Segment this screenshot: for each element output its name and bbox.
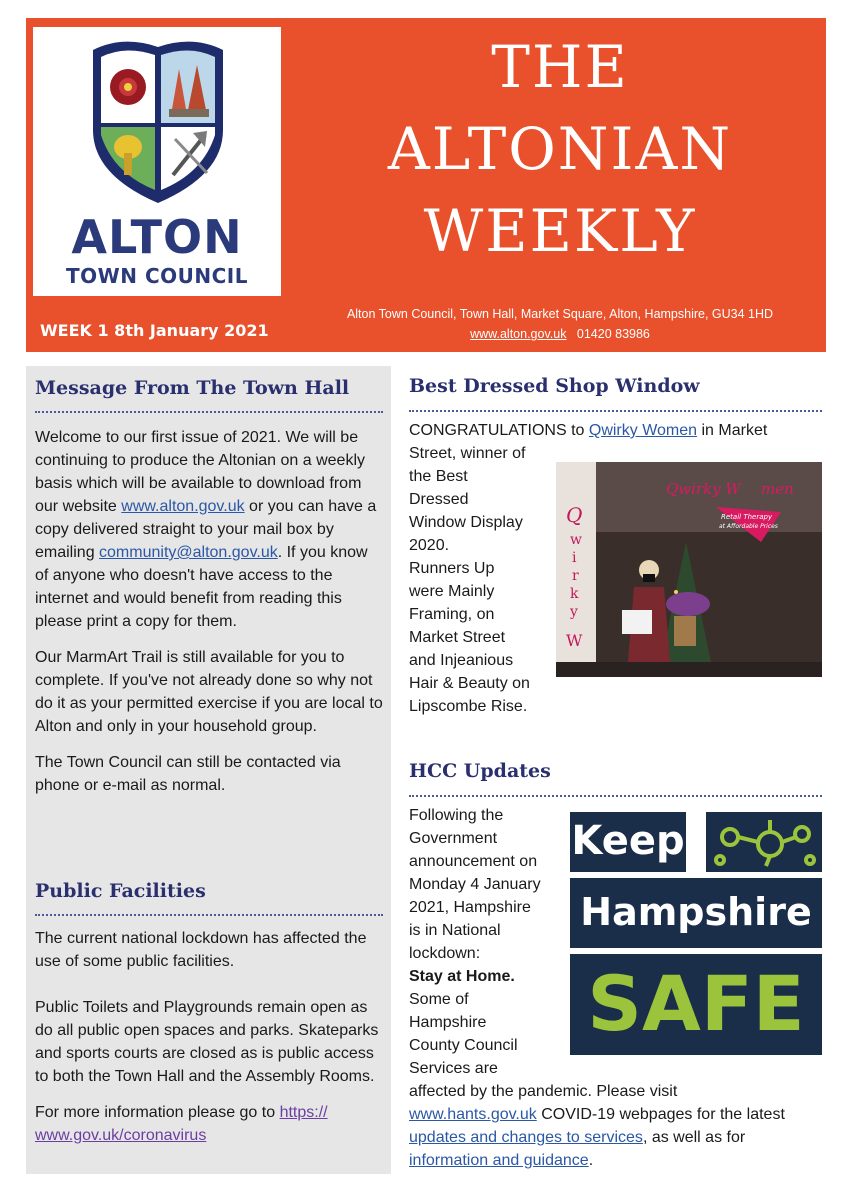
svg-text:r: r (572, 568, 579, 584)
message-body (35, 426, 383, 797)
svg-text:k: k (570, 586, 579, 602)
shop-window-photo (556, 462, 822, 677)
hcc-body: Following the Government announcement on Monday 4 January 2021, Hampshire is in National lockdown: Stay at Home. Some of Hampshire County Council Services are (409, 804, 569, 1080)
coronavirus-link-continued[interactable]: www.gov.uk/coronavirus (35, 1127, 207, 1144)
divider (409, 410, 822, 412)
title-line-2: ALTONIAN (387, 115, 733, 183)
badge-hampshire-text: Hampshire (580, 890, 812, 934)
shop-intro: CONGRATULATIONS to Qwirky Women in Market (409, 422, 768, 439)
stay-at-home-text: Stay at Home. (409, 968, 515, 985)
updates-link[interactable]: updates and changes to services (409, 1129, 643, 1146)
svg-text:W: W (566, 631, 583, 650)
divider (409, 795, 822, 797)
keep-hampshire-safe-badge (570, 812, 822, 1055)
shop-body: Street, winner of the Best Dressed Window Display 2020. Runners Up were Mainly Framing, on Market Street and Injeanious Hair & Beauty on Lipscombe Rise. (409, 445, 530, 715)
facilities-body (35, 927, 383, 1147)
hcc-heading: HCC Updates (409, 760, 551, 782)
hcc-body-tail: affected by the pandemic. Please visit www.hants.gov.uk COVID-19 webpages for the latest updates and changes to services, as well as for information and guidance. (409, 1083, 785, 1169)
logo-council-text: TOWN COUNCIL (66, 264, 248, 288)
contact-line (300, 327, 820, 341)
hants-link[interactable]: www.hants.gov.uk (409, 1106, 537, 1123)
divider (35, 914, 383, 916)
divider (35, 411, 383, 413)
svg-text:Q: Q (566, 503, 583, 527)
facilities-paragraph-3: For more information please go to https:// www.gov.uk/coronavirus (35, 1104, 328, 1144)
shop-window-image (556, 462, 822, 677)
facilities-paragraph-2: Public Toilets and Playgrounds remain open as do all public open spaces and parks. Skateparks and sports courts are closed as is public access to both the Town Hall and the Assembly Rooms. (35, 999, 379, 1085)
svg-text:w: w (570, 532, 582, 548)
shop-heading: Best Dressed Shop Window (409, 375, 700, 397)
title-line-3: WEEKLY (423, 197, 697, 265)
title-line-1: THE (491, 33, 629, 101)
badge-keep-text: Keep (571, 818, 685, 864)
svg-text:Retail Therapy: Retail Therapy (721, 513, 773, 521)
email-link[interactable]: community@alton.gov.uk (99, 544, 278, 561)
qwirky-women-link[interactable]: Qwirky Women (588, 422, 698, 439)
issue-date: WEEK 1 8th January 2021 (40, 321, 269, 340)
facilities-heading: Public Facilities (35, 880, 206, 902)
coronavirus-link[interactable]: https:// (279, 1104, 328, 1121)
council-address: Alton Town Council, Town Hall, Market Square, Alton, Hampshire, GU34 1HD (346, 307, 774, 321)
svg-text:men: men (761, 480, 794, 498)
council-crest-icon (83, 35, 233, 205)
council-logo (33, 27, 281, 296)
badge-safe-text: SAFE (587, 959, 805, 1048)
svg-text:at Affordable Prices: at Affordable Prices (719, 523, 778, 530)
website-link[interactable]: www.alton.gov.uk (121, 498, 245, 515)
website-link[interactable]: www.alton.gov.uk (470, 327, 567, 341)
svg-text:y: y (570, 604, 578, 620)
message-paragraph-2: Our MarmArt Trail is still available for you to complete. If you've not already done so why not do it as your permitted exercise if you are local to Alton and only in your household group. (35, 649, 383, 735)
svg-text:i: i (572, 550, 577, 566)
message-paragraph-3: The Town Council can still be contacted via phone or e-mail as normal. (35, 754, 341, 794)
logo-alton-text: ALTON (71, 210, 243, 264)
phone-number: 01420 83986 (576, 327, 650, 341)
message-paragraph-1: Welcome to our first issue of 2021. We will be continuing to produce the Altonian on a weekly basis which will be available to download from our website www.alton.gov.uk or you can have a copy delivered straight to your mail box by emailing community@alton.gov.uk. If you know of anyone who doesn't have access to the internet and would benefit from reading this please print a copy for them. (35, 429, 377, 630)
facilities-paragraph-1: The current national lockdown has affected the use of some public facilities. (35, 930, 367, 970)
guidance-link[interactable]: information and guidance (409, 1152, 589, 1169)
message-heading: Message From The Town Hall (35, 377, 350, 399)
svg-text:Qwirky W: Qwirky W (666, 480, 741, 498)
